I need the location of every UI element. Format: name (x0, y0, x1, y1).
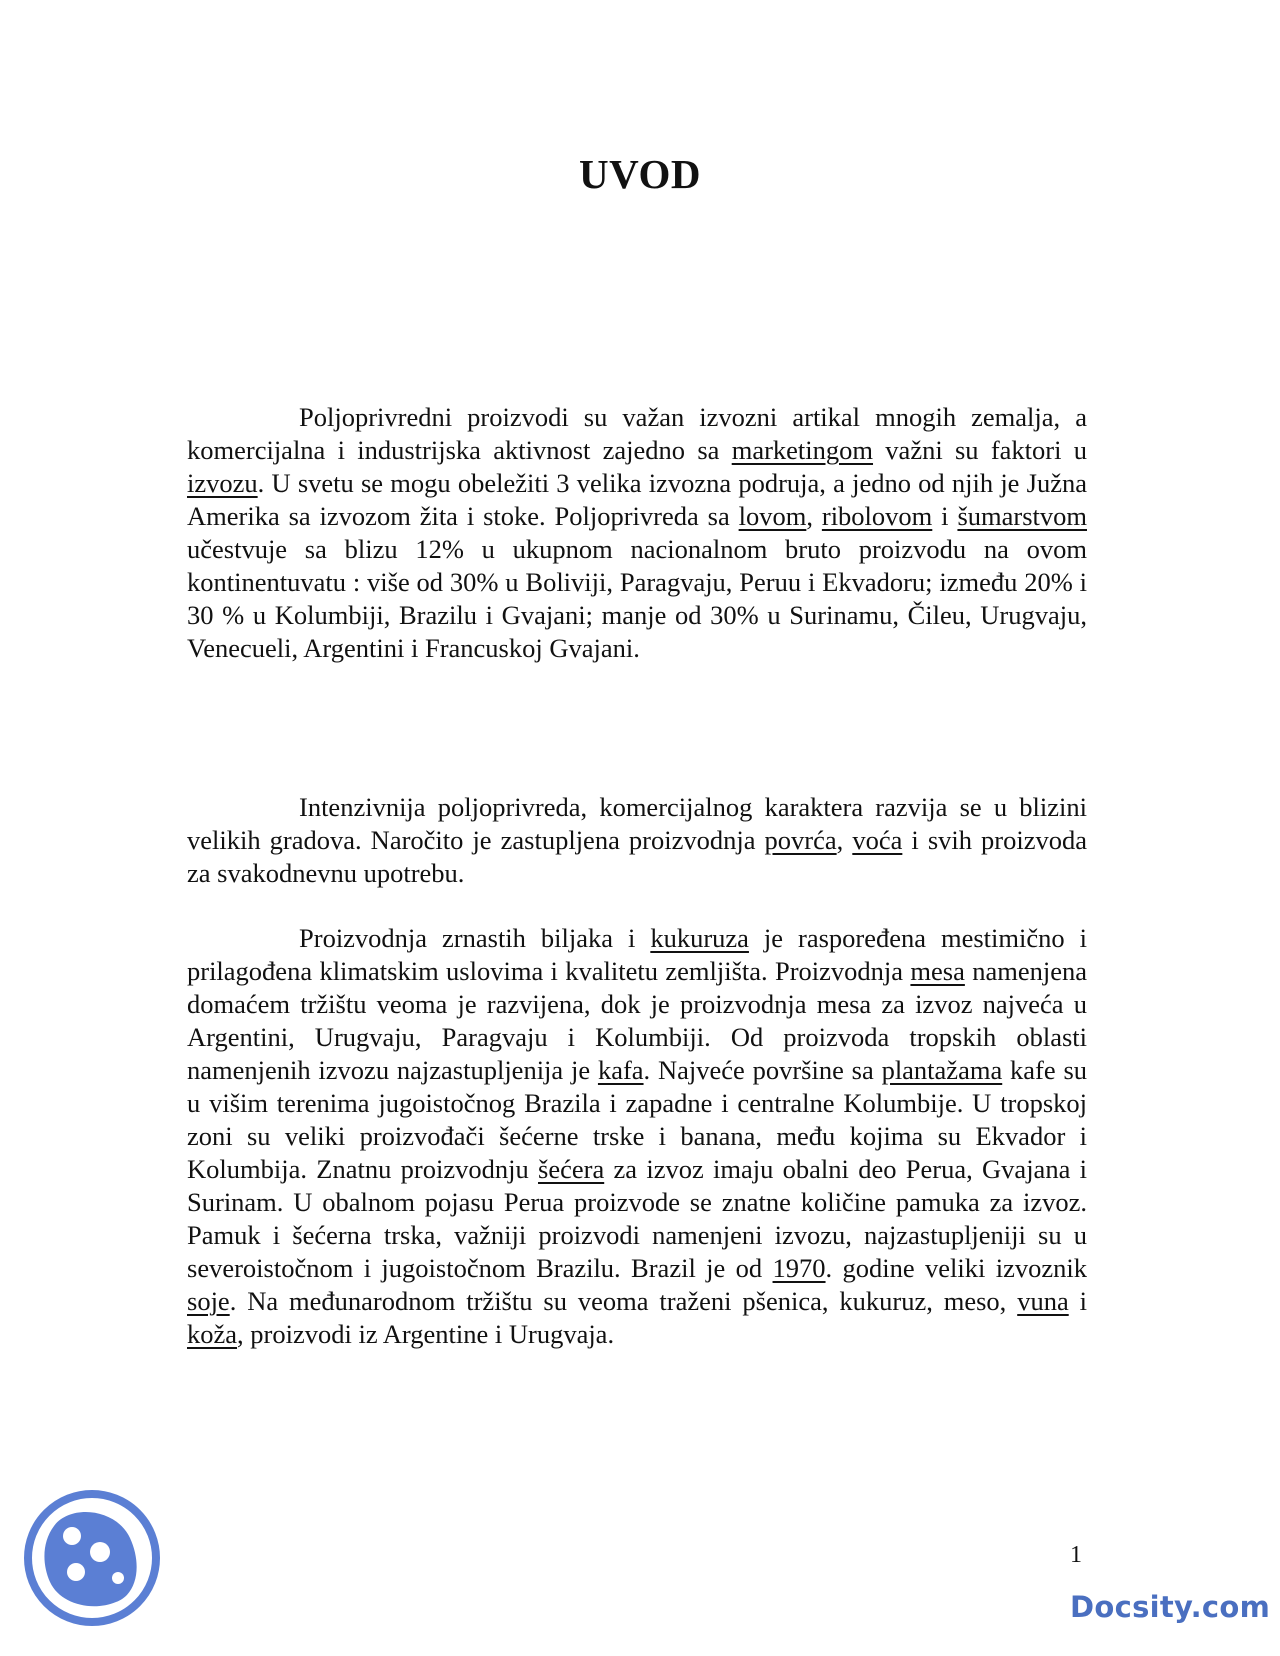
docsity-logo-icon[interactable] (20, 1486, 164, 1630)
link-kafa[interactable]: kafa (597, 1055, 644, 1085)
paragraph-text: . godine veliki izvoznik (825, 1253, 1087, 1283)
paragraph-text: Intenzivnija poljoprivreda, komercijalnog karaktera razvija se u blizini velikih gradova. Naročito je zastupljena proizvodnja (187, 792, 1087, 855)
paragraph-text: , proizvodi iz Argentine i Urugvaja. (237, 1319, 615, 1349)
link-vuna[interactable]: vuna (1017, 1286, 1069, 1316)
paragraph-text: i (932, 501, 958, 531)
link-ribolovom[interactable]: ribolovom (821, 501, 933, 531)
paragraph-text: učestvuje sa blizu 12% u ukupnom nacionalnom bruto proizvodu na ovom kontinentuvatu : više od 30% u Boliviji, Paragvaju, Peruu i Ekvadoru; između 20% i 30 % u Kolumbiji, Brazilu i Gvajani; manje od 30% u Surinamu, Čileu, Urugvaju, Venecueli, Argentini i Francuskoj Gvajani. (187, 534, 1087, 663)
paragraph-text: . U svetu se mogu obeležiti 3 velika izvozna podruja, a jedno od njih je Južna Amerika sa izvozom žita i stoke. Poljoprivreda sa (187, 468, 1087, 531)
link-kukuruza[interactable]: kukuruza (650, 923, 749, 953)
link-izvozu[interactable]: izvozu (187, 468, 258, 498)
link-plantazama[interactable]: plantažama (881, 1055, 1003, 1085)
page-title: UVOD (579, 151, 701, 197)
link-lovom[interactable]: lovom (738, 501, 807, 531)
paragraph-text: i (1068, 1286, 1087, 1316)
paragraph-text: , (836, 825, 853, 855)
paragraph-text: , (806, 501, 822, 531)
link-marketingom[interactable]: marketingom (731, 435, 874, 465)
link-povrca[interactable]: povrća (764, 825, 837, 855)
link-koza[interactable]: koža (187, 1319, 238, 1349)
paragraph-text: Poljoprivredni proizvodi su važan izvozni artikal mnogih zemalja, a komercijalna i industrijska aktivnost zajedno sa (187, 402, 1087, 465)
docsity-brand-text[interactable]: Docsity.com (1070, 1590, 1271, 1624)
paragraph-text: važni su faktori u (873, 435, 1087, 465)
paragraph-text: . Najveće površine sa (643, 1055, 882, 1085)
paragraph-text: i svih proizvoda za svakodnevnu upotrebu. (187, 825, 1088, 888)
paragraph-1 (187, 401, 1087, 665)
link-mesa[interactable]: mesa (910, 956, 965, 986)
paragraph-2 (187, 791, 1087, 890)
paragraph-text: je raspoređena mestimično i prilagođena klimatskim uslovima i kvalitetu zemljišta. Proizvodnja (187, 923, 1087, 986)
link-1970[interactable]: 1970 (772, 1253, 826, 1283)
paragraph-text: Proizvodnja zrnastih biljaka i (299, 923, 651, 953)
paragraph-text: kafe su u višim terenima jugoistočnog Brazila i zapadne i centralne Kolumbije. U tropskoj zoni su veliki proizvođači šećerne trske i banana, među kojima su Ekvador i Kolumbija. Znatnu proizvodnju (187, 1055, 1088, 1184)
link-voca[interactable]: voća (852, 825, 903, 855)
link-sumarstvom[interactable]: šumarstvom (957, 501, 1087, 531)
page-number: 1 (1070, 1542, 1082, 1568)
link-secera[interactable]: šećera (538, 1154, 605, 1184)
paragraph-text: za izvoz imaju obalni deo Perua, Gvajana i Surinam. U obalnom pojasu Perua proizvode se znatne količine pamuka za izvoz. Pamuk i šećerna trska, važniji proizvodi namenjeni izvozu, najzastupljeniji su u severoistočnom i jugoistočnom Brazilu. Brazil je od (187, 1154, 1087, 1283)
link-soje[interactable]: soje (187, 1286, 230, 1316)
paragraph-text: . Na međunarodnom tržištu su veoma traženi pšenica, kukuruz, meso, (229, 1286, 1018, 1316)
paragraph-3 (187, 922, 1087, 1351)
paragraph-text: namenjena domaćem tržištu veoma je razvijena, dok je proizvodnja mesa za izvoz najveća u Argentini, Urugvaju, Paragvaju i Kolumbiji. Od proizvoda tropskih oblasti namenjenih izvozu najzastupljenija je (187, 956, 1088, 1085)
